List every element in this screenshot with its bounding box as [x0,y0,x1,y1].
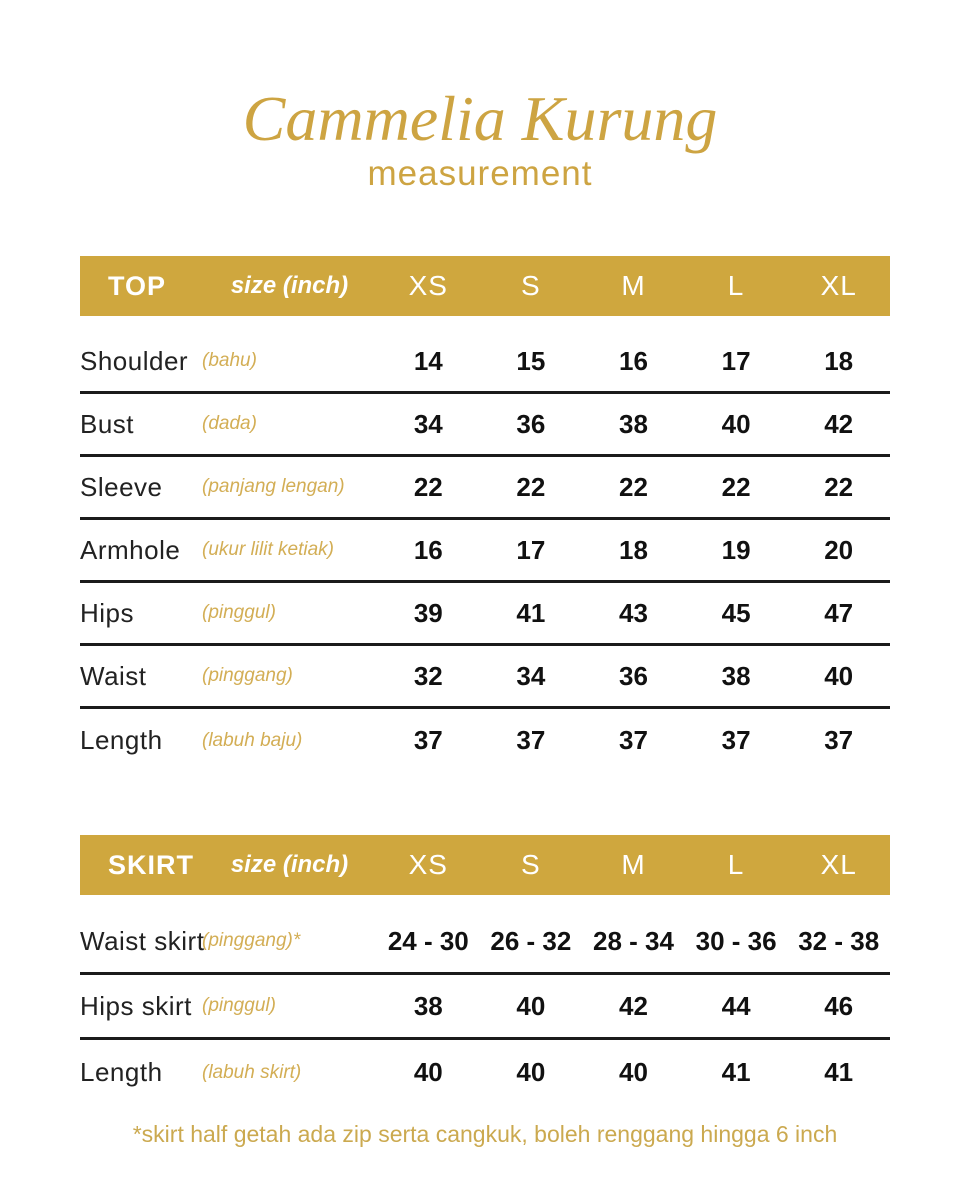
cell-value: 37 [516,725,546,756]
cell-value: 38 [619,408,648,439]
row-label: Shoulder [80,345,189,376]
content [0,256,960,1148]
cell-value: 20 [824,534,854,565]
table-row-hips-skirt [80,975,890,1040]
row-translation: (pinggul) [202,602,276,624]
size-column-s: S [521,849,541,881]
table-row-sleeve [80,457,890,520]
cell-value: 17 [516,534,546,565]
cell-value: 34 [516,660,546,691]
cell-value: 28 - 34 [593,925,674,956]
row-label: Hips [80,597,135,628]
row-translation: (pinggul) [202,995,276,1017]
cell-value: 40 [413,1057,443,1088]
cell-value: 41 [516,597,546,628]
row-label: Length [80,725,163,756]
cell-value: 40 [516,1057,546,1088]
cell-value: 41 [721,1057,751,1088]
cell-value: 40 [619,1057,648,1088]
cell-value: 22 [619,471,648,502]
cell-value: 45 [721,597,751,628]
size-column-xl: XL [820,270,857,302]
table-row-waist-skirt [80,910,890,975]
row-translation: (pinggang) [202,665,293,687]
row-translation: (labuh skirt) [202,1061,302,1083]
table-row-hips [80,583,890,646]
cell-value: 38 [413,990,443,1021]
size-column-xs: XS [408,849,448,881]
cell-value: 32 [413,660,443,691]
skirt-table-header [80,835,890,895]
cell-value: 32 - 38 [798,925,880,956]
cell-value: 47 [824,597,854,628]
cell-value: 22 [413,471,443,502]
cell-value: 37 [619,725,648,756]
cell-value: 24 - 30 [387,925,469,956]
cell-value: 26 - 32 [490,925,572,956]
cell-value: 44 [721,990,751,1021]
cell-value: 36 [619,660,648,691]
size-column-xs: XS [408,270,448,302]
size-column-l: L [727,270,745,302]
cell-value: 42 [824,408,854,439]
table-row-bust [80,394,890,457]
cell-value: 36 [516,408,546,439]
size-column-l: L [727,849,745,881]
cell-value: 43 [619,597,648,628]
cell-value: 16 [413,534,443,565]
row-label: Hips skirt [80,990,192,1021]
table-row-length-skirt [80,1040,890,1105]
cell-value: 39 [413,597,443,628]
top-table-rows [80,331,890,772]
size-column-s: S [521,270,541,302]
cell-value: 42 [619,990,648,1021]
table-row-armhole [80,520,890,583]
size-column-xl: XL [820,849,857,881]
cell-value: 37 [824,725,854,756]
cell-value: 18 [619,534,648,565]
cell-value: 40 [516,990,546,1021]
skirt-footnote: *skirt half getah ada zip serta cangkuk, boleh renggang hingga 6 inch [132,1121,838,1148]
cell-value: 14 [413,345,443,376]
skirt-size-unit-label: size (inch) [230,851,349,879]
cell-value: 15 [516,345,546,376]
cell-value: 18 [824,345,854,376]
table-row-length [80,709,890,772]
cell-value: 34 [413,408,443,439]
row-translation: (pinggang)* [202,930,301,952]
cell-value: 22 [516,471,546,502]
cell-value: 40 [721,408,751,439]
row-translation: (bahu) [202,350,257,372]
row-label: Waist skirt [80,925,205,956]
title-block [0,84,960,194]
top-table-title: TOP [108,270,167,301]
skirt-table-title: SKIRT [108,849,194,880]
cell-value: 40 [824,660,854,691]
cell-value: 22 [824,471,854,502]
row-label: Waist [80,660,147,691]
top-measurement-table [80,256,890,772]
row-translation: (panjang lengan) [202,476,345,498]
cell-value: 37 [413,725,443,756]
top-table-header [80,256,890,316]
cell-value: 38 [721,660,751,691]
cell-value: 19 [721,534,751,565]
row-label: Armhole [80,534,181,565]
cell-value: 16 [619,345,648,376]
row-label: Bust [80,408,135,439]
table-row-shoulder [80,331,890,394]
cell-value: 30 - 36 [695,925,777,956]
cell-value: 22 [721,471,751,502]
size-column-m: M [621,849,646,881]
skirt-table-rows [80,910,890,1105]
cell-value: 37 [721,725,751,756]
page-subtitle: measurement [367,154,593,194]
page-title: Cammelia Kurung [242,83,718,154]
row-label: Length [80,1057,163,1088]
top-size-unit-label: size (inch) [230,272,349,300]
size-column-m: M [621,270,646,302]
table-row-waist [80,646,890,709]
cell-value: 17 [721,345,751,376]
row-label: Sleeve [80,471,163,502]
row-translation: (ukur lilit ketiak) [202,539,334,561]
skirt-measurement-table [80,835,890,1105]
row-translation: (dada) [202,413,257,435]
cell-value: 41 [824,1057,854,1088]
row-translation: (labuh baju) [202,729,303,751]
cell-value: 46 [824,990,854,1021]
